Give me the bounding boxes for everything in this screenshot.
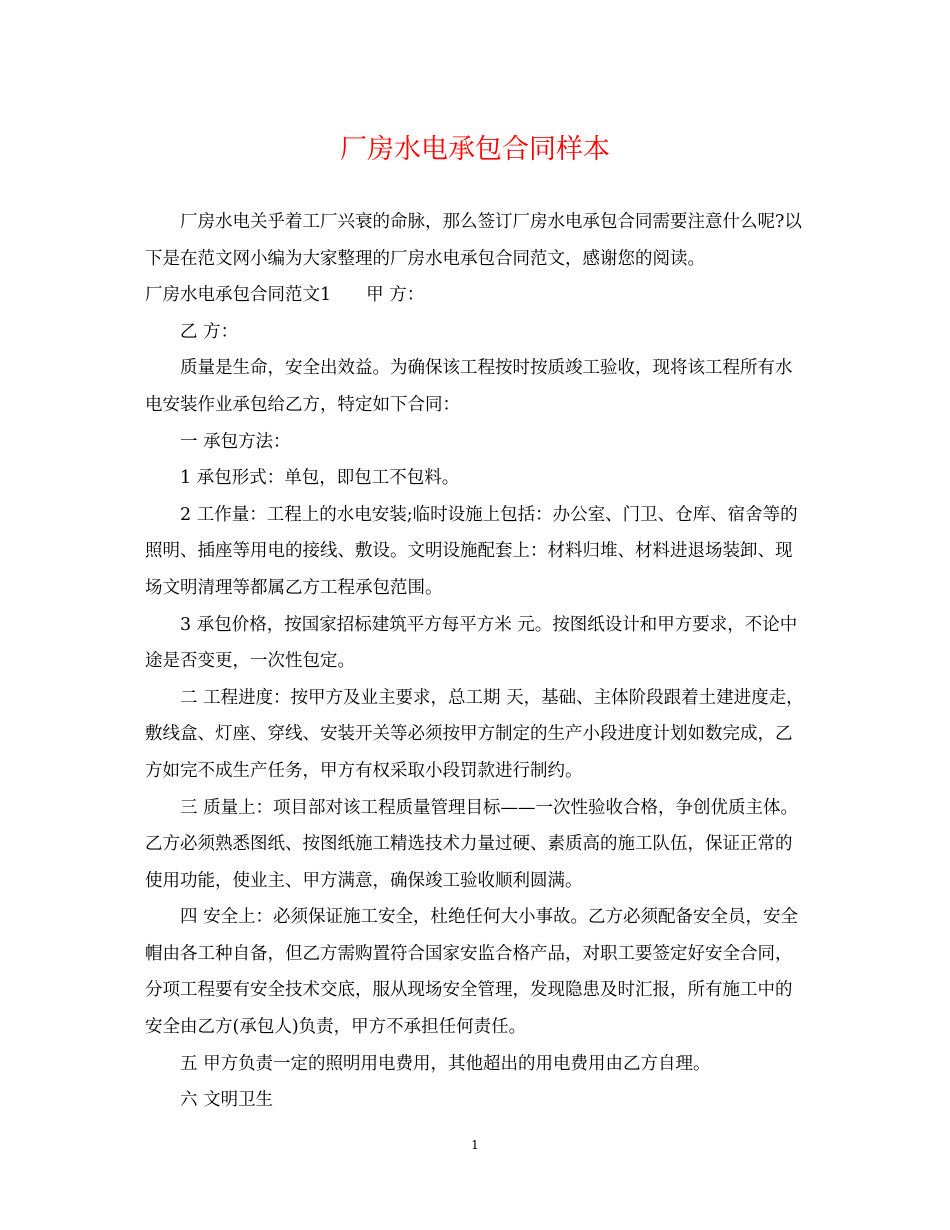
paragraph-party-b: 乙 方：	[180, 321, 239, 342]
paragraph-sample-heading-party-a: 厂房水电承包合同范文1 甲 方：	[145, 285, 425, 306]
paragraph-section-4: 四 安全上：必须保证施工安全，杜绝任何大小事故。乙方必须配备安全员，安全帽由各工种自备，但乙方需购置符合国家安监合格产品，对职工要签定好安全合同，分项工程要有安全技术交底，服从现场安全管理，发现隐患及时汇报，所有施工中的安全由乙方(承包人)负责，甲方不承担任何责任。	[145, 907, 799, 1038]
paragraph-section-2: 二 工程进度：按甲方及业主要求，总工期 天，基础、主体阶段跟着土建进度走，敷线盒、灯座、穿线、安装开关等必须按甲方制定的生产小段进度计划如数完成，乙方如完不成生产任务，甲方有权采取小段罚款进行制约。	[145, 687, 804, 781]
document-body	[145, 204, 807, 1119]
page-number: 1	[471, 1138, 479, 1152]
paragraph-item-3: 3 承包价格，按国家招标建筑平方每平方米 元。按图纸设计和甲方要求，不论中途是否变更，一次性包定。	[145, 614, 798, 672]
paragraph-item-1: 1 承包形式：单包，即包工不包料。	[180, 468, 460, 489]
paragraph-section-3: 三 质量上：项目部对该工程质量管理目标——一次性验收合格，争创优质主体。乙方必须熟悉图纸、按图纸施工精选技术力量过硬、素质高的施工队伍，保证正常的使用功能，使业主、甲方满意，确保竣工验收顺利圆满。	[145, 797, 799, 891]
document-title: 厂房水电承包合同样本	[340, 134, 610, 165]
paragraph-item-2: 2 工作量：工程上的水电安装;临时设施上包括：办公室、门卫、仓库、宿舍等的照明、插座等用电的接线、敷设。文明设施配套上：材料归堆、材料进退场装卸、现场文明清理等都属乙方工程承包范围。	[145, 504, 798, 598]
paragraph-section-1-heading: 一 承包方法：	[180, 431, 291, 452]
paragraph-preamble: 质量是生命，安全出效益。为确保该工程按时按质竣工验收，现将该工程所有水电安装作业承包给乙方，特定如下合同：	[145, 358, 793, 415]
paragraph-section-5: 五 甲方负责一定的照明用电费用，其他超出的用电费用由乙方自理。	[180, 1053, 711, 1074]
paragraph-section-6: 六 文明卫生	[180, 1090, 274, 1111]
paragraph-intro: 厂房水电关乎着工厂兴衰的命脉，那么签订厂房水电承包合同需要注意什么呢?以下是在范文网小编为大家整理的厂房水电承包合同范文，感谢您的阅读。	[145, 212, 802, 269]
